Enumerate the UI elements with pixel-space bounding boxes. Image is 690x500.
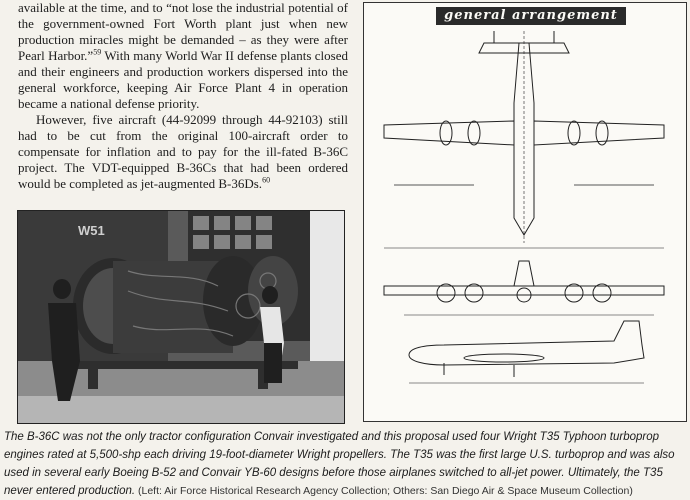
general-arrangement-drawing [363, 2, 687, 422]
paragraph-1-text-a: available at the time, and to “not lose the industrial potential of the government-owned Fort Worth plant just when new production miracles might be demanded – as they were after Pearl Harbor.” [18, 0, 348, 63]
three-view-diagram [364, 3, 686, 421]
paragraph-1 [18, 0, 348, 112]
article-body [18, 0, 348, 192]
engine-photo-illustration [18, 211, 344, 423]
paragraph-1-text-b: With many World War II defense plants closed and their engineers and production workers dispersed into the general workforce, keeping Air Force Plant 4 in operation became a national defense priority. [18, 48, 348, 111]
photo-stencil-label: W51 [78, 223, 105, 238]
figure-caption [4, 428, 688, 500]
photo-credit: (Left: Air Force Historical Research Agency Collection; Others: San Diego Air & Space Museum Collection) [135, 485, 633, 497]
engine-photo [17, 210, 345, 424]
drawing-title: general arrangement [436, 7, 626, 25]
paragraph-2-text: However, five aircraft (44-92099 through 44-92103) still had to be cut from the original 100-aircraft order to compensate for inflation and to pay for the ill-fated B-36C project. The VDT-equipped B-36Cs that had been ordered would be completed as jet-augmented B-36Ds. [18, 112, 348, 191]
paragraph-2 [18, 112, 348, 192]
footnote-ref-60[interactable]: 60 [262, 175, 271, 185]
caption-main-text: The B-36C was not the only tractor configuration Convair investigated and this proposal used four Wright T35 Typhoon turboprop engines rated at 5,500-shp each driving 19-foot-diameter Wright propellers. The T35 was the first large U.S. turboprop and was also used in several early Boeing B-52 and Convair YB-60 designs before those airplanes switched to all-jet power. Ultimately, the T35 never entered production. [4, 431, 675, 497]
footnote-ref-59[interactable]: 59 [93, 47, 102, 57]
